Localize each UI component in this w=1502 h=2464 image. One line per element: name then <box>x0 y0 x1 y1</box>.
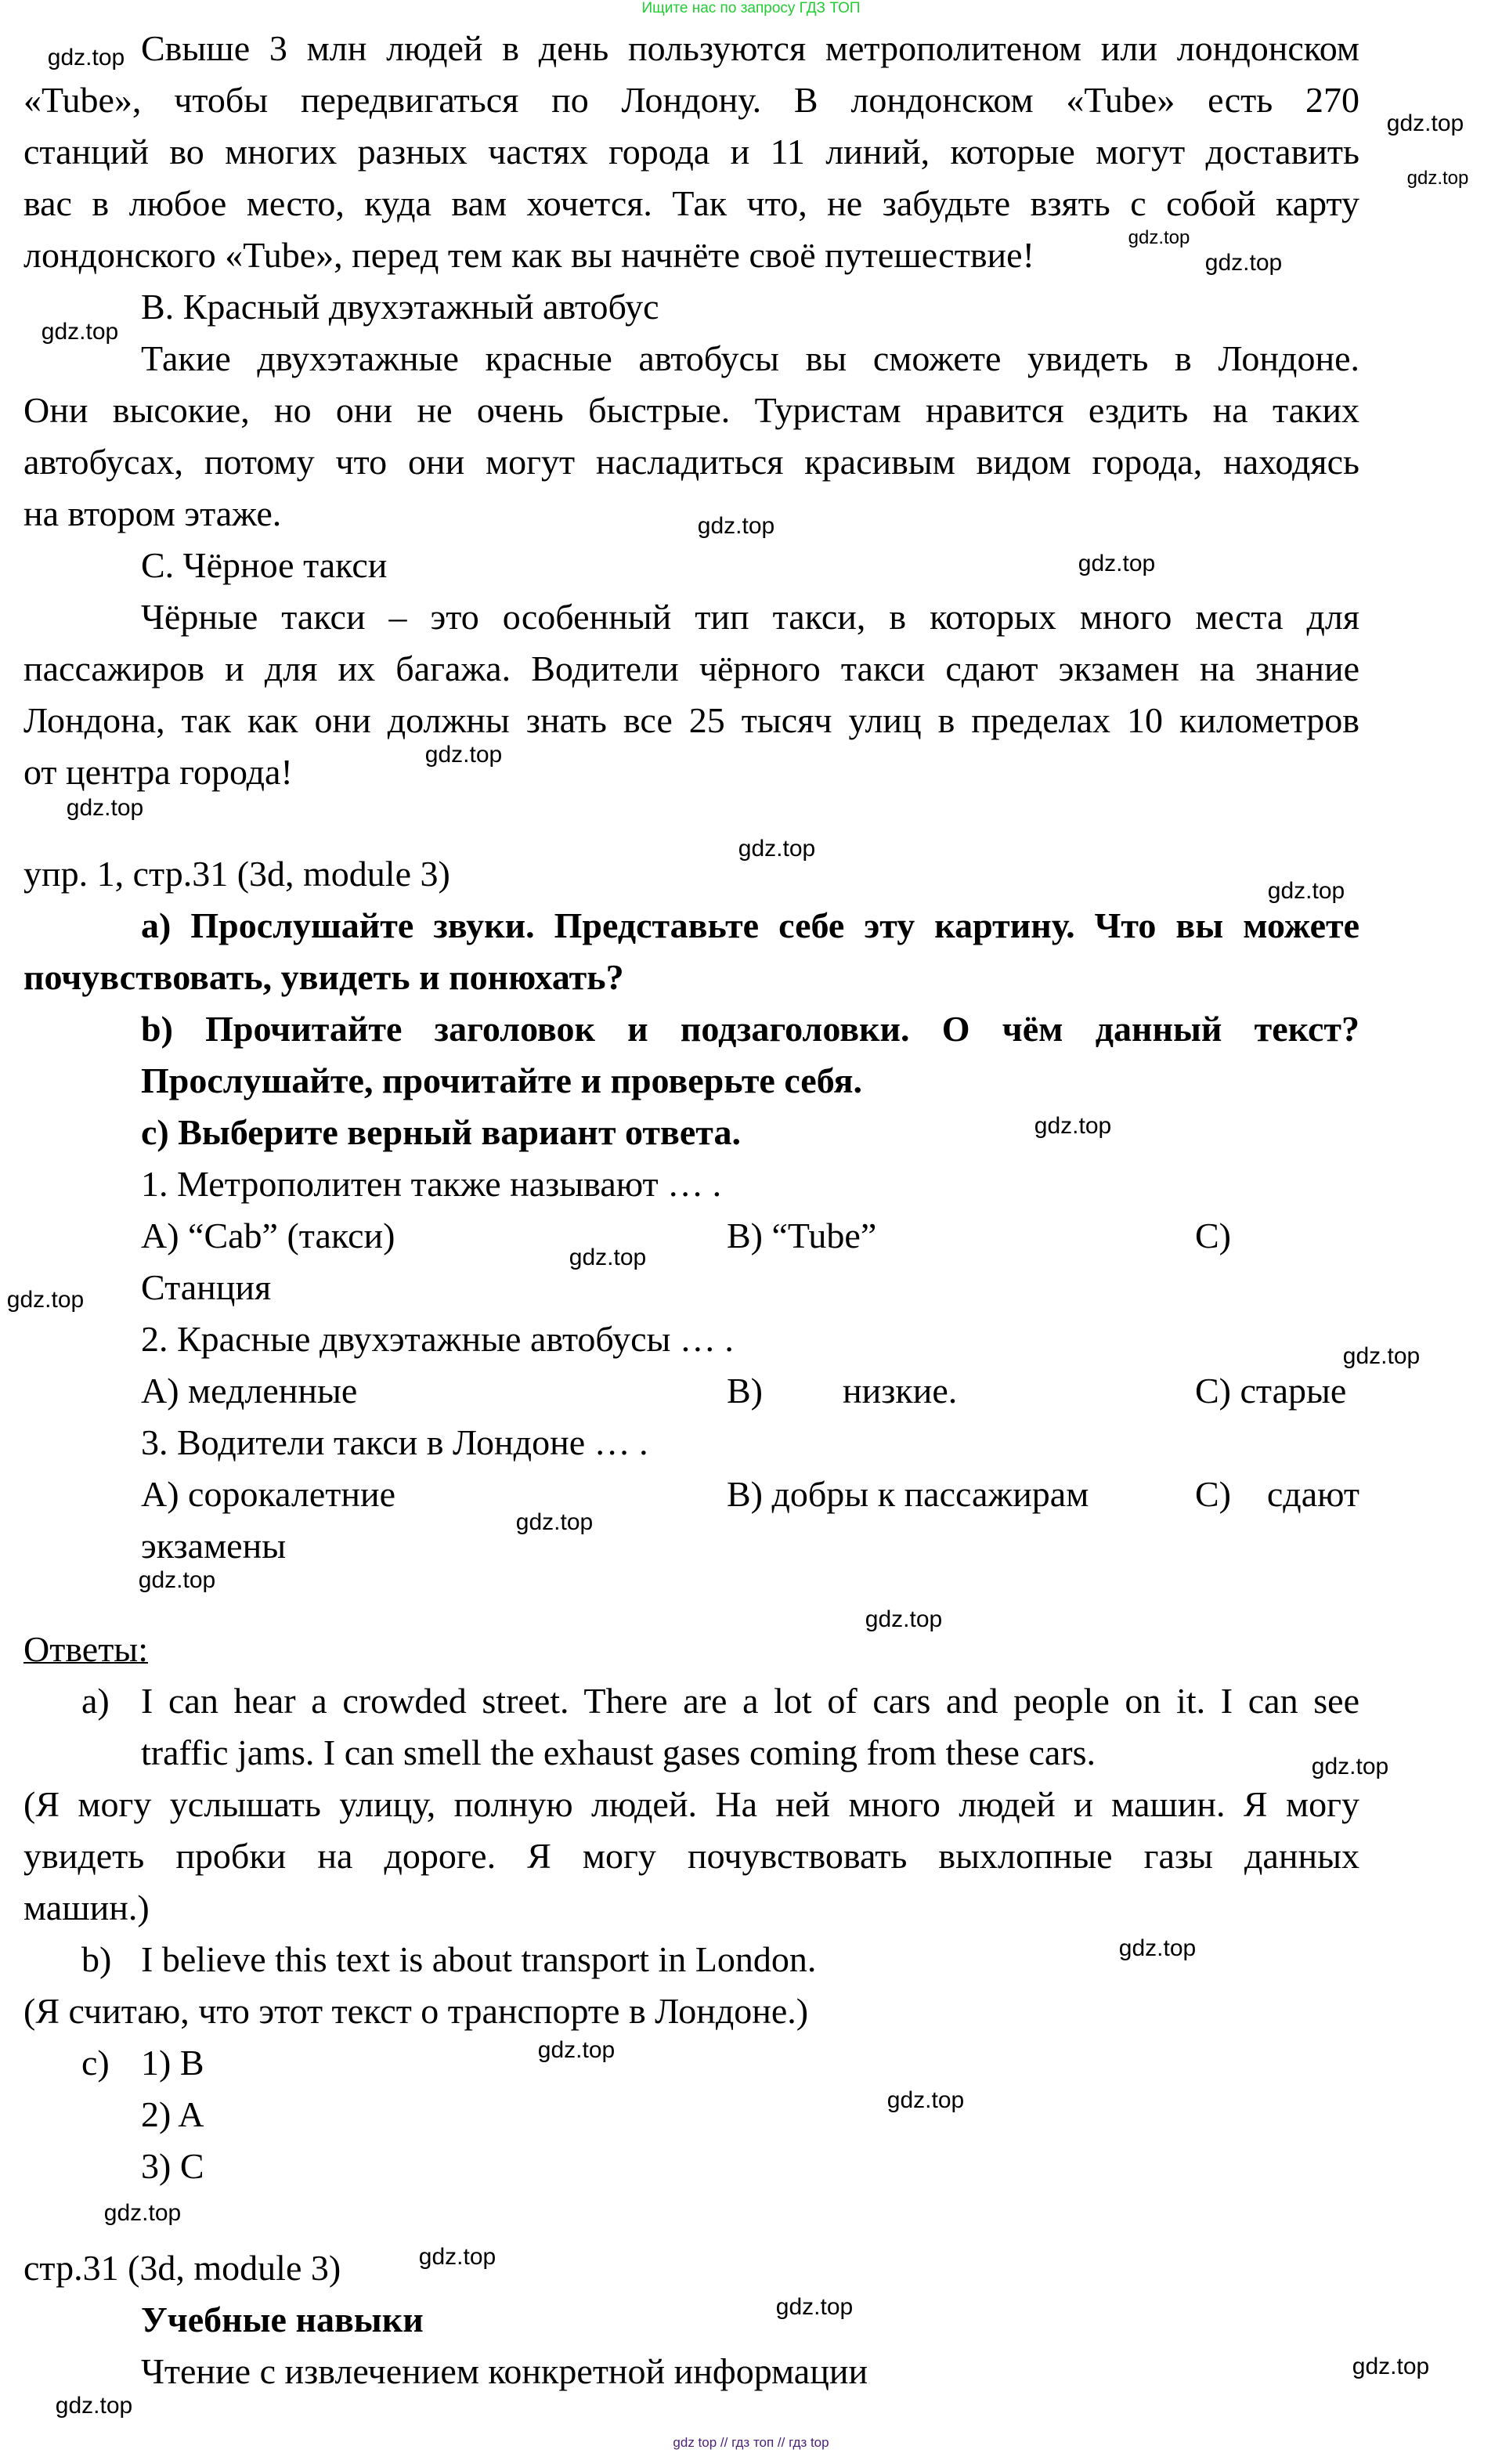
watermark: gdz.top <box>103 2200 182 2226</box>
option-c-continued: Станция <box>141 1267 272 1307</box>
answer-a-translation: увидеть пробки на дороге. Я могу почувствовать выхлопные газы данных <box>23 1836 1359 1876</box>
text-line: станций во многих разных частях города и 11 линий, которые могут доставить <box>23 132 1359 172</box>
text-line: лондонского «Tube», перед тем как вы начнёте своё путешествие! <box>23 235 1034 275</box>
watermark: gdz.top <box>515 1509 594 1535</box>
option-a: A) медленные <box>141 1371 358 1411</box>
skills-text: Чтение с извлечением конкретной информации <box>141 2351 868 2391</box>
answer-c-label: c) <box>81 2043 110 2083</box>
exercise-heading: упр. 1, стр.31 (3d, module 3) <box>23 854 450 894</box>
watermark: gdz.top <box>1311 1754 1389 1779</box>
watermark: gdz.top <box>1204 250 1283 276</box>
text-line: Такие двухэтажные красные автобусы вы сможете увидеть в Лондоне. <box>141 338 1359 378</box>
answer-c-item: 3) C <box>141 2146 204 2186</box>
answer-b-translation: (Я считаю, что этот текст о транспорте в Лондоне.) <box>23 1991 809 2031</box>
answer-a: traffic jams. I can smell the exhaust gases coming from these cars. <box>141 1732 1096 1772</box>
option-b: B) “Tube” <box>727 1216 877 1255</box>
watermark: gdz.top <box>697 513 775 539</box>
top-banner: Ищите нас по запросу ГДЗ ТОП <box>641 0 861 16</box>
task-c: c) Выберите верный вариант ответа. <box>141 1112 741 1152</box>
text-line: от центра города! <box>23 752 293 792</box>
watermark: gdz.top <box>47 45 125 70</box>
answer-c-item: 1) B <box>141 2043 204 2083</box>
question: 2. Красные двухэтажные автобусы … . <box>141 1319 734 1359</box>
watermark: gdz.top <box>1352 2354 1430 2379</box>
text-line: на втором этаже. <box>23 493 282 533</box>
option-c: C) <box>1195 1216 1231 1255</box>
skills-title: Учебные навыки <box>141 2300 424 2339</box>
section-heading: C. Чёрное такси <box>141 545 388 585</box>
watermark: gdz.top <box>1386 110 1464 136</box>
watermark: gdz.top <box>1406 168 1469 189</box>
option-c-continued: экзамены <box>141 1526 287 1566</box>
watermark: gdz.top <box>1034 1113 1112 1139</box>
watermark: gdz.top <box>1118 1935 1197 1961</box>
task-b: b) Прочитайте заголовок и подзаголовки. О чём данный текст? <box>141 1009 1359 1049</box>
watermark: gdz.top <box>537 2037 616 2063</box>
text-line: Они высокие, но они не очень быстрые. Туристам нравится ездить на таких <box>23 390 1359 430</box>
answer-a-translation: машин.) <box>23 1888 150 1927</box>
answer-a: I can hear a crowded street. There are a lot of cars and people on it. I can see <box>141 1681 1359 1721</box>
answer-a-label: a) <box>81 1681 110 1721</box>
watermark: gdz.top <box>55 2393 133 2419</box>
text-line: «Tube», чтобы передвигаться по Лондону. В лондонском «Tube» есть 270 <box>23 80 1359 120</box>
watermark: gdz.top <box>6 1287 85 1313</box>
watermark: gdz.top <box>41 319 119 345</box>
watermark: gdz.top <box>775 2294 854 2320</box>
option-b: B) добры к пассажирам <box>727 1474 1089 1514</box>
task-a: a) Прослушайте звуки. Представьте себе эту картину. Что вы можете <box>141 905 1359 945</box>
task-a: почувствовать, увидеть и понюхать? <box>23 957 624 997</box>
watermark: gdz.top <box>569 1245 647 1270</box>
answers-heading: Ответы: <box>23 1629 148 1669</box>
option-a: A) сорокалетние <box>141 1474 396 1514</box>
skills-heading: стр.31 (3d, module 3) <box>23 2248 341 2288</box>
option-c: C) старые <box>1195 1371 1347 1411</box>
text-line: Свыше 3 млн людей в день пользуются метрополитеном или лондонском <box>141 28 1359 68</box>
watermark: gdz.top <box>66 795 144 821</box>
option-c: C) сдают <box>1195 1474 1359 1514</box>
question: 1. Метрополитен также называют … . <box>141 1164 722 1204</box>
text-line: вас в любое место, куда вам хочется. Так что, не забудьте взять с собой карту <box>23 183 1359 223</box>
option-a: A) “Cab” (такси) <box>141 1216 395 1255</box>
watermark: gdz.top <box>1267 878 1345 904</box>
watermark: gdz.top <box>1128 227 1190 248</box>
option-b: B) <box>727 1371 763 1411</box>
watermark: gdz.top <box>138 1567 216 1593</box>
text-line: Лондона, так как они должны знать все 25 тысяч улиц в пределах 10 километров <box>23 700 1359 740</box>
watermark: gdz.top <box>424 742 503 768</box>
text-line: пассажиров и для их багажа. Водители чёрного такси сдают экзамен на знание <box>23 649 1359 688</box>
question: 3. Водители такси в Лондоне … . <box>141 1422 648 1462</box>
option-b-text: низкие. <box>843 1371 958 1411</box>
answer-a-translation: (Я могу услышать улицу, полную людей. На ней много людей и машин. Я могу <box>23 1784 1359 1824</box>
watermark: gdz.top <box>865 1606 943 1632</box>
answer-c-item: 2) A <box>141 2094 204 2134</box>
section-heading: B. Красный двухэтажный автобус <box>141 287 659 327</box>
answer-b-label: b) <box>81 1939 112 1979</box>
text-line: Чёрные такси – это особенный тип такси, в которых много места для <box>141 597 1359 637</box>
watermark: gdz.top <box>1078 551 1156 576</box>
watermark: gdz.top <box>886 2087 965 2113</box>
watermark: gdz.top <box>738 836 816 862</box>
watermark: gdz.top <box>1342 1343 1421 1369</box>
task-b: Прослушайте, прочитайте и проверьте себя. <box>141 1060 862 1100</box>
answer-b: I believe this text is about transport in London. <box>141 1939 817 1979</box>
text-line: автобусах, потому что они могут насладиться красивым видом города, находясь <box>23 442 1359 482</box>
watermark: gdz.top <box>418 2244 496 2270</box>
footer-watermark: gdz top // гдз топ // гдз top <box>673 2435 829 2450</box>
